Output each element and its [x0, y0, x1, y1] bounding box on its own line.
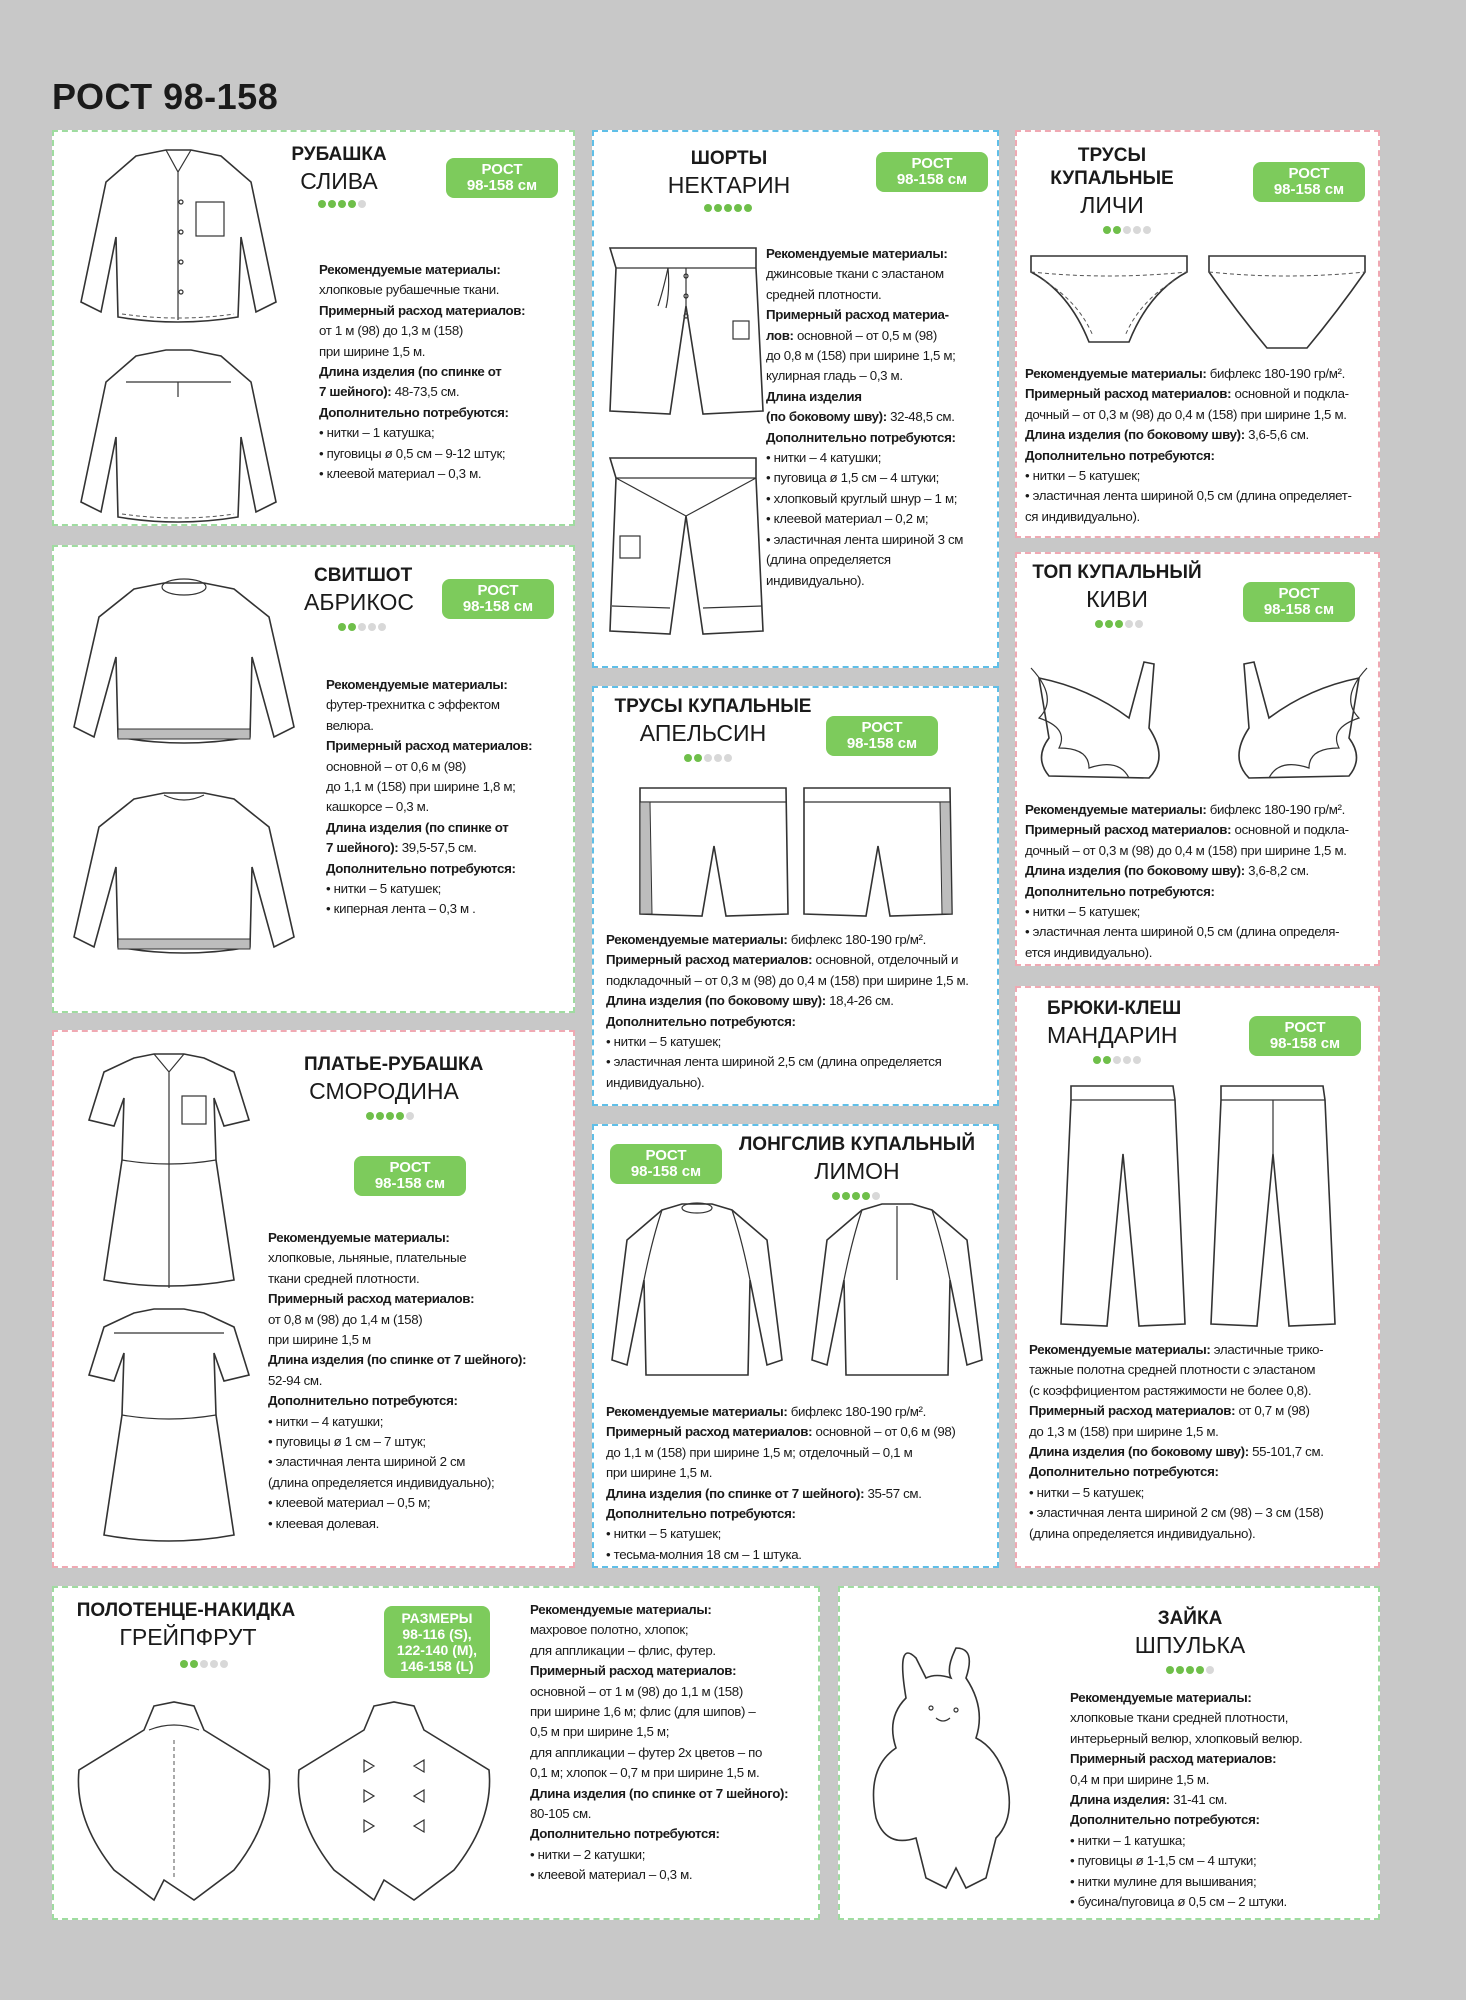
- difficulty-dot: [842, 1192, 850, 1200]
- product-name: ЛИМОН: [814, 1158, 900, 1184]
- difficulty-dots: [1093, 1056, 1141, 1064]
- difficulty-dot: [1103, 1056, 1111, 1064]
- description-line: (длина определяется индивидуально);: [268, 1474, 495, 1490]
- size-badge-line: РОСТ: [477, 582, 519, 599]
- description-line: подкладочный – от 0,3 м (98) до 0,4 м (158) при ширине 1,5 м.: [606, 972, 969, 988]
- description-line: Длина изделия (по спинке от: [319, 364, 502, 380]
- description-line: ткани средней плотности.: [268, 1270, 420, 1286]
- description-line: (длина определяется индивидуально).: [1029, 1525, 1256, 1541]
- description-line: Рекомендуемые материалы: бифлекс 180-190 гр/м².: [1025, 802, 1345, 817]
- difficulty-dot: [406, 1112, 414, 1120]
- difficulty-dot: [862, 1192, 870, 1200]
- size-badge-line: РОСТ: [481, 161, 523, 178]
- description-line: Дополнительно потребуются:: [319, 404, 509, 420]
- description-line: 7 шейного): 39,5-57,5 см.: [326, 840, 477, 856]
- description-line: (длина определяется: [766, 552, 891, 568]
- difficulty-dot: [734, 204, 742, 212]
- product-name: ЛИЧИ: [1080, 192, 1144, 218]
- product-description: [530, 1600, 820, 1886]
- description-line: • пуговицы ø 0,5 см – 9-12 штук;: [319, 445, 506, 461]
- size-badge-line: РАЗМЕРЫ: [401, 1610, 473, 1626]
- product-title: ЛОНГСЛИВ КУПАЛЬНЫЙ: [738, 1134, 976, 1155]
- difficulty-dots: [704, 204, 752, 212]
- product-card-trusy-kupalnye-lichi: [1015, 130, 1380, 538]
- description-line: для аппликации – футер 2х цветов – по: [530, 1744, 763, 1760]
- difficulty-dot: [1113, 226, 1121, 234]
- product-title: ТОП КУПАЛЬНЫЙ: [1032, 562, 1202, 583]
- difficulty-dots: [684, 754, 732, 762]
- description-line: при ширине 1,5 м: [268, 1332, 371, 1348]
- description-line: Рекомендуемые материалы:: [766, 246, 948, 261]
- description-line: • нитки – 1 катушка;: [319, 425, 435, 441]
- description-line: ся индивидуально).: [1025, 508, 1140, 524]
- difficulty-dot: [1133, 226, 1141, 234]
- difficulty-dot: [358, 200, 366, 208]
- description-line: хлопковые ткани средней плотности,: [1070, 1710, 1289, 1726]
- description-line: • эластичная лента шириной 0,5 см (длина определяет-: [1025, 488, 1352, 504]
- description-line: хлопковые, льняные, плательные: [268, 1250, 467, 1266]
- description-line: основной – от 0,6 м (98): [326, 758, 466, 774]
- difficulty-dot: [368, 623, 376, 631]
- description-line: Дополнительно потребуются:: [326, 860, 516, 876]
- description-line: тажные полотна средней плотности с эластаном: [1029, 1362, 1316, 1378]
- product-name: АБРИКОС: [304, 589, 414, 615]
- description-line: Рекомендуемые материалы: бифлекс 180-190 гр/м².: [1025, 366, 1345, 381]
- description-line: • нитки – 5 катушек;: [1029, 1484, 1145, 1500]
- description-line: Примерный расход материалов:: [319, 302, 526, 318]
- description-line: при ширине 1,6 м; флис (для шипов) –: [530, 1704, 756, 1720]
- description-line: • клеевой материал – 0,3 м.: [319, 466, 482, 482]
- description-line: Длина изделия (по боковому шву): 3,6-8,2 см.: [1025, 863, 1309, 879]
- difficulty-dot: [1176, 1666, 1184, 1674]
- difficulty-dots: [1166, 1666, 1214, 1674]
- difficulty-dot: [348, 623, 356, 631]
- description-line: Дополнительно потребуются:: [1070, 1812, 1260, 1828]
- description-line: 0,5 м при ширине 1,5 м;: [530, 1724, 670, 1740]
- description-line: Дополнительно потребуются:: [530, 1826, 720, 1842]
- description-line: • бусина/пуговица ø 0,5 см – 2 штуки.: [1070, 1894, 1287, 1910]
- size-badge-line: РОСТ: [1288, 165, 1330, 182]
- description-line: основной – от 1 м (98) до 1,1 м (158): [530, 1683, 743, 1699]
- description-line: Длина изделия (по спинке от 7 шейного): 35-57 см.: [606, 1485, 922, 1501]
- difficulty-dot: [1115, 620, 1123, 628]
- description-line: 0,1 м; хлопок – 0,7 м при ширине 1,5 м.: [530, 1765, 760, 1781]
- description-line: Примерный расход материалов:: [530, 1663, 737, 1679]
- difficulty-dot: [200, 1660, 208, 1668]
- description-line: дочный – от 0,3 м (98) до 0,4 м (158) при ширине 1,5 м.: [1025, 842, 1347, 858]
- difficulty-dot: [1095, 620, 1103, 628]
- description-line: • клеевой материал – 0,5 м;: [268, 1495, 431, 1511]
- difficulty-dot: [318, 200, 326, 208]
- size-badge-line: 98-116 (S),: [402, 1626, 472, 1642]
- size-badge-line: 98-158 см: [462, 598, 534, 615]
- description-line: Примерный расход материалов: от 0,7 м (98): [1029, 1403, 1310, 1419]
- difficulty-dot: [704, 754, 712, 762]
- difficulty-dot: [376, 1112, 384, 1120]
- description-line: Дополнительно потребуются:: [1025, 447, 1215, 463]
- description-line: • эластичная лента шириной 2 см: [268, 1454, 466, 1470]
- sweatshirt-sketch: [64, 577, 304, 997]
- product-description: [606, 930, 996, 1093]
- description-line: средней плотности.: [766, 286, 882, 302]
- size-badge-line: РОСТ: [911, 155, 953, 172]
- description-line: • пуговица ø 1,5 см – 4 штуки;: [766, 470, 940, 486]
- difficulty-dot: [1143, 226, 1151, 234]
- difficulty-dot: [714, 754, 722, 762]
- description-line: Дополнительно потребуются:: [766, 429, 956, 445]
- dress-sketch: [74, 1050, 264, 1560]
- difficulty-dot: [1125, 620, 1133, 628]
- difficulty-dot: [220, 1660, 228, 1668]
- description-line: • нитки – 5 катушек;: [1025, 468, 1141, 484]
- description-line: • нитки мулине для вышивания;: [1070, 1873, 1257, 1889]
- size-badge-line: 98-158 см: [466, 177, 538, 194]
- size-badge-line: РОСТ: [1278, 585, 1320, 602]
- product-description: [1029, 1340, 1377, 1544]
- difficulty-dot: [872, 1192, 880, 1200]
- description-line: Примерный расход материа-: [766, 307, 949, 323]
- description-line: • эластичная лента шириной 2 см (98) – 3 см (158): [1029, 1505, 1324, 1521]
- product-title: ТРУСЫ КУПАЛЬНЫЕ: [1050, 145, 1174, 189]
- product-title: ТРУСЫ КУПАЛЬНЫЕ: [614, 696, 812, 717]
- description-line: кулирная гладь – 0,3 м.: [766, 368, 903, 384]
- product-card-trusy-kupalnye-apelsin: [592, 686, 999, 1106]
- shirt-sketch: [66, 142, 276, 522]
- difficulty-dot: [1196, 1666, 1204, 1674]
- product-card-svitshot-abrikos: [52, 545, 575, 1013]
- size-badge-line: 98-158 см: [1263, 601, 1335, 618]
- size-badge-line: 98-158 см: [896, 171, 968, 188]
- difficulty-dot: [1103, 226, 1111, 234]
- difficulty-dot: [1166, 1666, 1174, 1674]
- product-name: НЕКТАРИН: [667, 172, 791, 198]
- description-line: • клеевой материал – 0,3 м.: [530, 1867, 693, 1883]
- description-line: до 1,1 м (158) при ширине 1,8 м;: [326, 779, 516, 795]
- swim-shorts-sketch: [638, 786, 958, 926]
- description-line: • клеевая долевая.: [268, 1515, 379, 1531]
- product-name: СМОРОДИНА: [309, 1078, 459, 1104]
- difficulty-dot: [852, 1192, 860, 1200]
- description-line: • нитки – 1 катушка;: [1070, 1832, 1186, 1848]
- size-badge: [1243, 582, 1355, 622]
- description-line: индивидуально).: [606, 1074, 705, 1090]
- description-line: Рекомендуемые материалы:: [268, 1230, 450, 1245]
- product-description: [1070, 1688, 1370, 1912]
- description-line: 0,4 м при ширине 1,5 м.: [1070, 1771, 1210, 1787]
- difficulty-dot: [338, 200, 346, 208]
- product-card-top-kupalnyy-kivi: [1015, 552, 1380, 966]
- description-line: • пуговицы ø 1 см – 7 штук;: [268, 1434, 426, 1450]
- size-badge: [610, 1144, 722, 1184]
- size-badge: [384, 1606, 490, 1678]
- description-line: Примерный расход материалов: основной и подкла-: [1025, 386, 1349, 402]
- product-name: КИВИ: [1086, 586, 1148, 612]
- difficulty-dot: [1113, 1056, 1121, 1064]
- description-line: Рекомендуемые материалы:: [326, 677, 508, 692]
- description-line: • нитки – 4 катушки;: [268, 1413, 384, 1429]
- description-line: (с коэффициентом растяжимости не более 0,8).: [1029, 1382, 1312, 1398]
- description-line: Длина изделия (по боковому шву): 18,4-26 см.: [606, 993, 894, 1009]
- size-badge-line: 98-158 см: [1269, 1035, 1341, 1052]
- size-badge-line: РОСТ: [861, 719, 903, 736]
- description-line: до 1,3 м (158) при ширине 1,5 м.: [1029, 1423, 1219, 1439]
- size-badge-line: 98-158 см: [846, 735, 918, 752]
- difficulty-dots: [318, 200, 366, 208]
- size-badge-line: РОСТ: [1284, 1019, 1326, 1036]
- difficulty-dot: [704, 204, 712, 212]
- description-line: Длина изделия (по спинке от 7 шейного):: [530, 1785, 789, 1801]
- product-title: БРЮКИ-КЛЕШ: [1047, 998, 1182, 1019]
- description-line: от 1 м (98) до 1,3 м (158): [319, 323, 463, 339]
- difficulty-dot: [358, 623, 366, 631]
- difficulty-dot: [348, 200, 356, 208]
- product-description: [606, 1402, 996, 1565]
- description-line: Примерный расход материалов:: [326, 738, 533, 754]
- hooded-towel-sketch: [64, 1700, 484, 1910]
- description-line: Длина изделия: 31-41 см.: [1070, 1792, 1228, 1808]
- description-line: интерьерный велюр, хлопковый велюр.: [1070, 1730, 1303, 1746]
- product-name: СЛИВА: [300, 168, 378, 194]
- size-badge-line: 98-158 см: [1273, 181, 1345, 198]
- description-line: махровое полотно, хлопок;: [530, 1622, 689, 1638]
- description-line: • эластичная лента шириной 0,5 см (длина определя-: [1025, 924, 1340, 940]
- difficulty-dot: [724, 754, 732, 762]
- description-line: • пуговицы ø 1-1,5 см – 4 штуки;: [1070, 1853, 1257, 1869]
- difficulty-dot: [714, 204, 722, 212]
- product-title: ЗАЙКА: [1157, 1608, 1223, 1629]
- description-line: • нитки – 5 катушек;: [1025, 904, 1141, 920]
- product-title: СВИТШОТ: [314, 565, 413, 586]
- description-line: • нитки – 5 катушек;: [326, 881, 442, 897]
- description-line: до 0,8 м (158) при ширине 1,5 м;: [766, 348, 956, 364]
- description-line: Длина изделия: [766, 388, 862, 404]
- product-card-rubashka-sliva: [52, 130, 575, 526]
- description-line: • хлопковый круглый шнур – 1 м;: [766, 490, 958, 506]
- difficulty-dot: [744, 204, 752, 212]
- description-line: 80-105 см.: [530, 1806, 592, 1822]
- swim-top-sketch: [1029, 658, 1374, 798]
- flared-pants-sketch: [1067, 1084, 1357, 1334]
- description-line: Дополнительно потребуются:: [1025, 883, 1215, 899]
- description-line: Рекомендуемые материалы: бифлекс 180-190 гр/м².: [606, 1404, 926, 1419]
- difficulty-dot: [1093, 1056, 1101, 1064]
- shorts-sketch: [608, 246, 768, 646]
- size-badge-line: 146-158 (L): [400, 1658, 474, 1674]
- description-line: дочный – от 0,3 м (98) до 0,4 м (158) при ширине 1,5 м.: [1025, 406, 1347, 422]
- description-line: Примерный расход материалов:: [268, 1291, 475, 1307]
- product-card-bryuki-klesh-mandarin: [1015, 986, 1380, 1568]
- description-line: • нитки – 4 катушки;: [766, 450, 882, 466]
- description-line: ется индивидуально).: [1025, 944, 1153, 960]
- difficulty-dot: [378, 623, 386, 631]
- page-title: РОСТ 98-158: [52, 76, 279, 117]
- difficulty-dot: [684, 754, 692, 762]
- product-description: [766, 244, 996, 591]
- size-badge-line: РОСТ: [645, 1147, 687, 1164]
- difficulty-dot: [396, 1112, 404, 1120]
- difficulty-dot: [832, 1192, 840, 1200]
- description-line: при ширине 1,5 м.: [319, 343, 426, 359]
- size-badge-line: 122-140 (M),: [396, 1642, 478, 1658]
- size-badge: [826, 716, 938, 756]
- size-badge: [876, 152, 988, 192]
- description-line: • киперная лента – 0,3 м .: [326, 901, 476, 917]
- difficulty-dots: [832, 1192, 880, 1200]
- description-line: Дополнительно потребуются:: [606, 1013, 796, 1029]
- difficulty-dot: [1123, 226, 1131, 234]
- difficulty-dot: [724, 204, 732, 212]
- description-line: для аппликации – флис, футер.: [530, 1642, 716, 1658]
- difficulty-dot: [1186, 1666, 1194, 1674]
- difficulty-dot: [190, 1660, 198, 1668]
- description-line: • нитки – 5 катушек;: [606, 1526, 722, 1542]
- difficulty-dot: [1135, 620, 1143, 628]
- size-badge: [1249, 1016, 1361, 1056]
- product-card-polotentse-nakidka-greypfrut: [52, 1586, 820, 1920]
- size-badge-line: 98-158 см: [630, 1163, 702, 1180]
- difficulty-dot: [328, 200, 336, 208]
- difficulty-dot: [210, 1660, 218, 1668]
- description-line: индивидуально).: [766, 572, 865, 588]
- difficulty-dot: [694, 754, 702, 762]
- product-card-longsliv-kupalnyy-limon: [592, 1124, 999, 1568]
- difficulty-dots: [338, 623, 386, 631]
- description-line: (по боковому шву): 32-48,5 см.: [766, 409, 955, 425]
- product-description: [268, 1228, 568, 1534]
- description-line: Примерный расход материалов: основной, отделочный и: [606, 952, 959, 968]
- difficulty-dots: [1095, 620, 1143, 628]
- product-card-plate-rubashka-smorodina: [52, 1030, 575, 1568]
- description-line: • эластичная лента шириной 2,5 см (длина определяется: [606, 1054, 942, 1070]
- description-line: Примерный расход материалов: основной – от 0,6 м (98): [606, 1424, 956, 1440]
- product-name: МАНДАРИН: [1047, 1022, 1178, 1048]
- difficulty-dot: [386, 1112, 394, 1120]
- description-line: Рекомендуемые материалы:: [319, 262, 501, 277]
- description-line: Длина изделия (по спинке от 7 шейного):: [268, 1352, 527, 1368]
- size-badge-line: 98-158 см: [374, 1175, 446, 1192]
- description-line: Рекомендуемые материалы:: [1070, 1690, 1252, 1705]
- description-line: Рекомендуемые материалы: эластичные трико-: [1029, 1342, 1324, 1357]
- difficulty-dots: [1103, 226, 1151, 234]
- size-badge-line: РОСТ: [389, 1159, 431, 1176]
- difficulty-dot: [338, 623, 346, 631]
- description-line: Примерный расход материалов:: [1070, 1751, 1277, 1767]
- difficulty-dot: [1123, 1056, 1131, 1064]
- difficulty-dot: [1206, 1666, 1214, 1674]
- description-line: Дополнительно потребуются:: [268, 1393, 458, 1409]
- product-title: РУБАШКА: [291, 144, 387, 165]
- description-line: 7 шейного): 48-73,5 см.: [319, 384, 460, 400]
- size-badge: [446, 158, 558, 198]
- description-line: Длина изделия (по спинке от: [326, 819, 509, 835]
- product-title: ПОЛОТЕНЦЕ-НАКИДКА: [76, 1600, 296, 1621]
- description-line: футер-трехнитка с эффектом: [326, 697, 500, 713]
- product-title: ШОРТЫ: [690, 148, 768, 169]
- description-line: от 0,8 м (98) до 1,4 м (158): [268, 1311, 423, 1327]
- difficulty-dots: [180, 1660, 228, 1668]
- description-line: кашкорсе – 0,3 м.: [326, 799, 429, 815]
- swim-briefs-sketch: [1029, 252, 1374, 362]
- description-line: Длина изделия (по боковому шву): 55-101,7 см.: [1029, 1444, 1324, 1460]
- product-card-zayka-shpulka: [838, 1586, 1380, 1920]
- difficulty-dots: [366, 1112, 414, 1120]
- description-line: Длина изделия (по боковому шву): 3,6-5,6 см.: [1025, 427, 1309, 443]
- description-line: • эластичная лента шириной 3 см: [766, 531, 964, 547]
- product-title: ПЛАТЬЕ-РУБАШКА: [304, 1054, 484, 1075]
- bunny-toy-sketch: [856, 1638, 1026, 1908]
- description-line: • клеевой материал – 0,2 м;: [766, 511, 929, 527]
- difficulty-dot: [180, 1660, 188, 1668]
- product-name: АПЕЛЬСИН: [639, 720, 767, 746]
- description-line: джинсовые ткани с эластаном: [766, 266, 944, 282]
- product-description: [326, 675, 572, 920]
- description-line: до 1,1 м (158) при ширине 1,5 м; отделочный – 0,1 м: [606, 1444, 913, 1460]
- description-line: лов: основной – от 0,5 м (98): [766, 327, 937, 343]
- product-card-shorty-nektarin: [592, 130, 999, 668]
- description-line: Дополнительно потребуются:: [1029, 1464, 1219, 1480]
- description-line: 52-94 см.: [268, 1372, 323, 1388]
- description-line: Дополнительно потребуются:: [606, 1506, 796, 1522]
- description-line: • тесьма-молния 18 см – 1 штука.: [606, 1546, 802, 1562]
- size-badge: [1253, 162, 1365, 202]
- product-name: ШПУЛЬКА: [1134, 1632, 1246, 1658]
- product-description: [1025, 800, 1380, 963]
- description-line: Рекомендуемые материалы:: [530, 1602, 712, 1617]
- product-description: [319, 260, 569, 484]
- description-line: Рекомендуемые материалы: бифлекс 180-190 гр/м².: [606, 932, 926, 947]
- product-name: ГРЕЙПФРУТ: [119, 1624, 257, 1650]
- longsleeve-sketch: [602, 1200, 992, 1390]
- difficulty-dot: [1105, 620, 1113, 628]
- description-line: хлопковые рубашечные ткани.: [319, 282, 500, 298]
- description-line: велюра.: [326, 717, 374, 733]
- description-line: Примерный расход материалов: основной и подкла-: [1025, 822, 1349, 838]
- product-description: [1025, 364, 1380, 527]
- size-badge: [442, 579, 554, 619]
- description-line: при ширине 1,5 м.: [606, 1465, 713, 1481]
- description-line: • нитки – 5 катушек;: [606, 1034, 722, 1050]
- size-badge: [354, 1156, 466, 1196]
- difficulty-dot: [366, 1112, 374, 1120]
- description-line: • нитки – 2 катушки;: [530, 1846, 646, 1862]
- difficulty-dot: [1133, 1056, 1141, 1064]
